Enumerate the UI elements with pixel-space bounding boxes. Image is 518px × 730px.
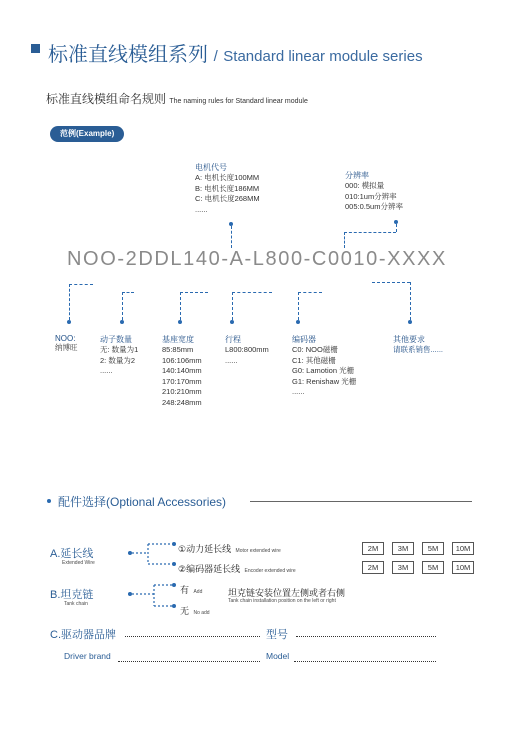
motor-wire-cn: ①动力延长线 (178, 544, 232, 554)
motor-wire-en: Motor extended wire (235, 548, 281, 554)
encoder-line-3: G0: Lamotion 光栅 (292, 366, 355, 375)
noo-label (55, 334, 78, 354)
driver-brand-input-en[interactable] (118, 661, 260, 662)
tank-chain-branch (128, 582, 180, 616)
other-connector-h (372, 282, 410, 283)
extended-wire-label: A.延长线 (50, 548, 94, 560)
width-connector-v (180, 292, 181, 320)
motor-wire-size-10m[interactable]: 10M (452, 542, 474, 555)
encoder-label (292, 334, 356, 398)
title-en: Standard linear module series (223, 48, 423, 65)
connector-dot (120, 320, 124, 324)
resolution-heading: 分辨率 (345, 171, 369, 180)
movers-connector-h (122, 292, 134, 293)
movers-heading: 动子数量 (100, 335, 132, 344)
tank-chain-label: B.坦克链 (50, 589, 94, 601)
tank-chain-yes-cn: 有 (180, 585, 190, 595)
encoder-wire-en: Encoder extended wire (244, 568, 296, 574)
noo-connector-v (69, 284, 70, 320)
stroke-connector-v (232, 292, 233, 320)
resolution-line-1: 000: 模拟量 (345, 181, 385, 190)
base-width-line-1: 85:85mm (162, 345, 194, 354)
encoder-wire-size-10m[interactable]: 10M (452, 561, 474, 574)
connector-dot (408, 320, 412, 324)
motor-line-more: ...... (195, 204, 208, 214)
other-line-1: 请联系销售...... (393, 345, 444, 354)
model-label-en: Model (266, 651, 290, 661)
motor-wire-size-3m[interactable]: 3M (392, 542, 414, 555)
tank-chain-no-en: No add (193, 610, 210, 616)
tank-chain-no-cn: 无 (180, 606, 190, 616)
other-connector-v (410, 282, 411, 320)
base-width-line-4: 170:170mm (162, 376, 202, 386)
extended-wire-label-en: Extended Wire (62, 560, 95, 566)
accessories-heading: 配件选择(Optional Accessories) (58, 495, 227, 509)
encoder-heading: 编码器 (292, 335, 316, 344)
base-width-line-2: 106:106mm (162, 355, 202, 365)
title-separator: / (213, 48, 218, 65)
movers-label (100, 334, 138, 377)
accessories-bullet (47, 499, 51, 503)
encoder-line-more: ...... (292, 387, 305, 396)
example-badge: 范例(Example) (50, 126, 124, 142)
movers-line-more: ...... (100, 366, 113, 375)
resolution-label (345, 170, 403, 213)
driver-brand-input[interactable] (125, 636, 260, 637)
stroke-line-1: L800:800mm (225, 345, 269, 354)
resolution-connector-v2 (344, 232, 345, 248)
resolution-line-2: 010:1um分辨率 (345, 191, 397, 201)
connector-dot (230, 320, 234, 324)
tank-chain-yes-option[interactable] (180, 580, 202, 598)
motor-line-b: B: 电机长度186MM (195, 183, 260, 193)
resolution-line-3: 005:0.5um分辨率 (345, 202, 403, 211)
motor-wire-size-5m[interactable]: 5M (422, 542, 444, 555)
title-bullet (31, 44, 40, 53)
base-width-label (162, 334, 202, 408)
encoder-connector-v (298, 292, 299, 320)
model-input-en[interactable] (294, 661, 436, 662)
movers-line-1: 无: 数量为1 (100, 345, 139, 354)
noo-connector-h (69, 284, 93, 285)
resolution-connector-h (344, 232, 396, 233)
encoder-wire-option[interactable] (178, 559, 296, 577)
noo-heading: NOO: (55, 334, 76, 343)
encoder-line-2: C1: 其他磁栅 (292, 355, 336, 365)
motor-code-label (195, 162, 260, 215)
encoder-line-1: C0: NOO磁栅 (292, 345, 338, 354)
resolution-connector-v1 (396, 224, 397, 232)
stroke-line-more: ...... (225, 355, 238, 365)
encoder-connector-h (298, 292, 322, 293)
motor-connector (231, 226, 232, 248)
naming-rules-heading (46, 90, 308, 107)
stroke-heading: 行程 (225, 335, 241, 344)
stroke-label (225, 334, 269, 366)
model-input[interactable] (296, 636, 436, 637)
page-title (48, 38, 423, 67)
encoder-line-4: G1: Renishaw 光栅 (292, 376, 357, 386)
encoder-wire-size-2m[interactable]: 2M (362, 561, 384, 574)
extended-wire-branch (128, 540, 180, 574)
other-label (393, 334, 443, 356)
encoder-wire-cn: ②编码器延长线 (178, 564, 241, 574)
encoder-wire-size-5m[interactable]: 5M (422, 561, 444, 574)
model-code-example: NOO-2DDL140-A-L800-C0010-XXXX (67, 248, 447, 270)
width-connector-h (180, 292, 208, 293)
motor-line-a: A: 电机长度100MM (195, 173, 260, 182)
driver-brand-label: C.驱动器品牌 (50, 629, 116, 641)
motor-line-c: C: 电机长度268MM (195, 194, 260, 203)
movers-line-2: 2: 数量为2 (100, 355, 136, 365)
motor-code-heading: 电机代号 (195, 163, 227, 172)
connector-dot (178, 320, 182, 324)
connector-dot (296, 320, 300, 324)
tank-chain-no-option[interactable] (180, 601, 210, 619)
tank-chain-label-en: Tank chain (64, 601, 88, 607)
base-width-line-3: 140:140mm (162, 366, 202, 375)
connector-dot (67, 320, 71, 324)
other-heading: 其他要求 (393, 335, 425, 344)
stroke-connector-h (232, 292, 272, 293)
driver-brand-label-en: Driver brand (64, 651, 111, 661)
model-label: 型号 (266, 629, 288, 641)
base-width-heading: 基座宽度 (162, 335, 194, 344)
motor-wire-option[interactable] (178, 539, 281, 557)
movers-connector-v (122, 292, 123, 320)
tank-chain-note: 坦克链安装位置左侧或者右侧 (228, 588, 346, 598)
tank-chain-yes-en: Add (193, 589, 203, 595)
subtitle-cn: 标准直线模组命名规则 (46, 92, 167, 106)
encoder-wire-size-3m[interactable]: 3M (392, 561, 414, 574)
noo-line-1: 纳博旺 (55, 343, 78, 352)
motor-wire-size-2m[interactable]: 2M (362, 542, 384, 555)
subtitle-en: The naming rules for Standard linear module (169, 98, 308, 105)
tank-chain-note-en: Tank chain installation position on the left or right (228, 598, 336, 604)
accessories-divider (250, 501, 472, 502)
base-width-line-6: 248:248mm (162, 397, 202, 407)
base-width-line-5: 210:210mm (162, 387, 202, 396)
title-cn: 标准直线模组系列 (48, 44, 208, 66)
